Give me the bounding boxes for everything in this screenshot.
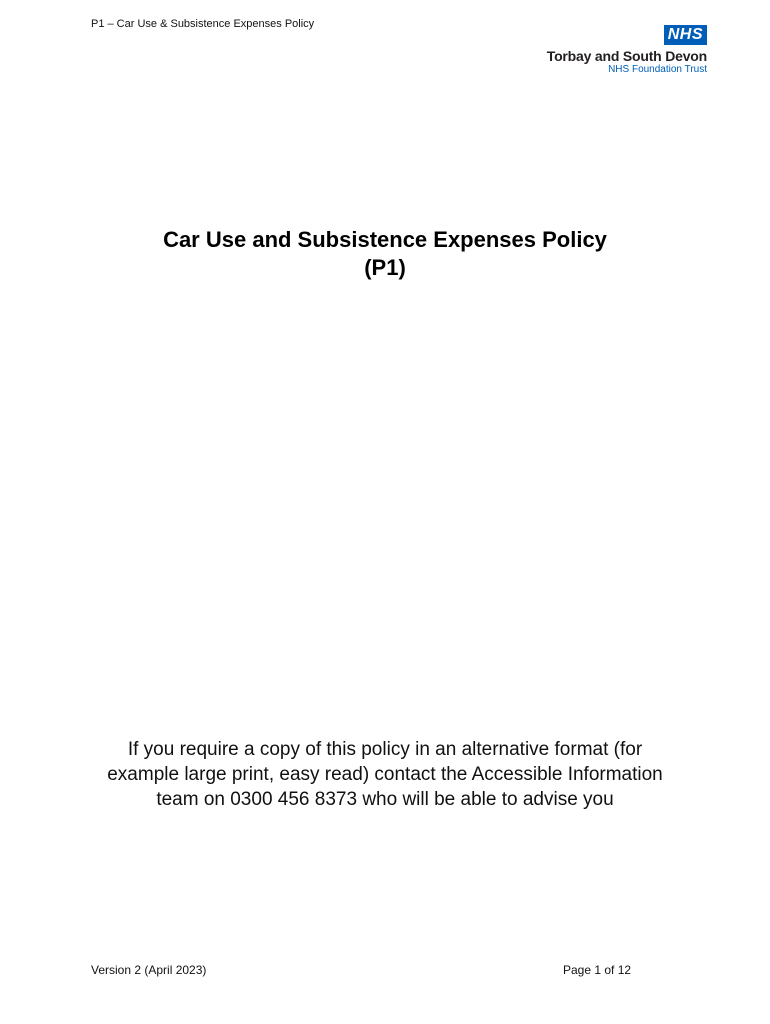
trust-subtitle: NHS Foundation Trust [608, 64, 707, 75]
page-number: Page 1 of 12 [563, 963, 632, 977]
document-title [0, 226, 770, 282]
running-header: P1 – Car Use & Subsistence Expenses Policy [91, 18, 315, 30]
trust-name: Torbay and South Devon [546, 48, 707, 64]
title-code: (P1) [364, 255, 406, 280]
notice-line: team on 0300 456 8373 who will be able to advise you [156, 789, 614, 810]
notice-line: If you require a copy of this policy in an alternative format (for [127, 739, 643, 760]
nhs-logo-badge: NHS [664, 25, 707, 45]
nhs-trust-logo [487, 25, 707, 75]
accessibility-notice [60, 737, 710, 812]
title-line: Car Use and Subsistence Expenses Policy [163, 227, 607, 252]
version-info: Version 2 (April 2023) [91, 963, 207, 977]
notice-line: example large print, easy read) contact the Accessible Information [107, 764, 663, 785]
